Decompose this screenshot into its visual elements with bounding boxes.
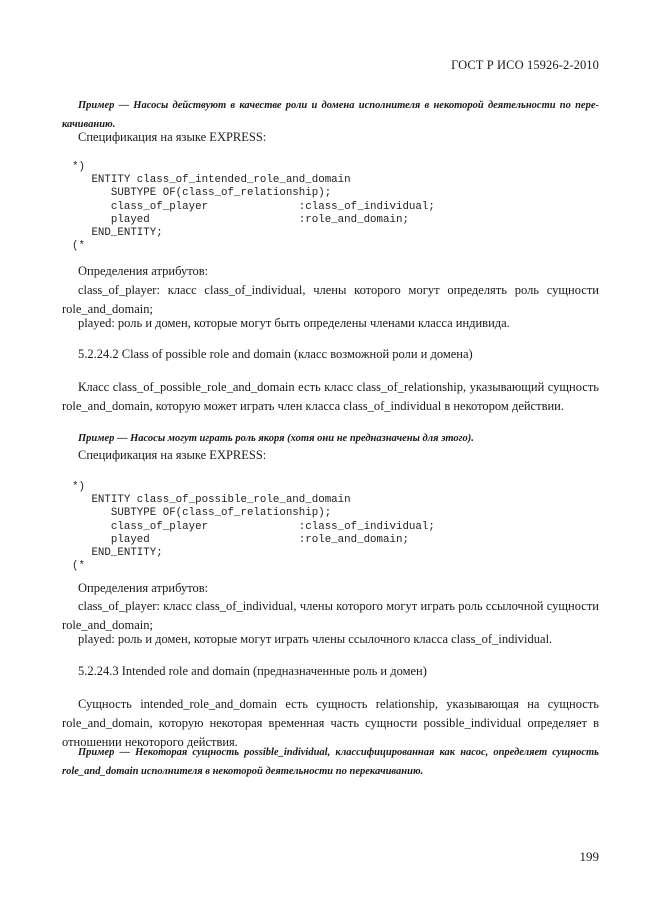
spec-label: Спецификация на языке EXPRESS: [78, 130, 267, 144]
express-code-block: *) ENTITY class_of_intended_role_and_domain SUBTYPE OF(class_of_relationship); class_of_player :class_of_individual; played :role_and_domain; END_ENTITY; (* [72, 161, 435, 253]
page-number: 199 [579, 849, 599, 864]
section-text: Класс class_of_possible_role_and_domain есть класс class_of_relationship, указывающий сущность role_and_domain, которую может играть член класса class_of_individual в некотором действии. [62, 380, 599, 413]
section-heading: 5.2.24.3 Intended role and domain (предназначенные роль и домен) [78, 664, 427, 678]
attr-class-of-player: class_of_player: класс class_of_individual, члены которого могут играть роль ссылочной сущности role_and_domain; [62, 599, 599, 632]
spec-label: Спецификация на языке EXPRESS: [78, 448, 267, 462]
example-pumps-role: Пример — Насосы действуют в качестве роли и домена исполнителя в некоторой деятельности по пере-качиванию. [62, 100, 599, 130]
example-anchor: Пример — Насосы могут играть роль якоря (хотя они не предназначены для этого). [78, 433, 474, 444]
document-header: ГОСТ Р ИСО 15926-2-2010 [451, 58, 599, 72]
express-code-block: *) ENTITY class_of_possible_role_and_domain SUBTYPE OF(class_of_relationship); class_of_player :class_of_individual; played :role_and_domain; END_ENTITY; (* [72, 481, 435, 573]
attr-heading: Определения атрибутов: [78, 264, 209, 278]
section-text: Сущность intended_role_and_domain есть сущность relationship, указывающая на сущность role_and_domain, которую некоторая временная часть сущности possible_individual определяет в отношении некоторого действия. [62, 697, 599, 749]
example-pump-individual: Пример — Некоторая сущность possible_individual, классифицированная как насос, определяет сущность role_and_domain исполнителя в некоторой деятельности по перекачиванию. [62, 747, 599, 777]
attr-played: played: роль и домен, которые могут играть члены ссылочного класса class_of_individual. [78, 632, 553, 646]
attr-class-of-player: class_of_player: класс class_of_individual, члены которого могут определять роль сущности role_and_domain; [62, 283, 599, 316]
attr-heading: Определения атрибутов: [78, 581, 209, 595]
section-heading: 5.2.24.2 Class of possible role and domain (класс возможной роли и домена) [78, 347, 473, 361]
attr-played: played: роль и домен, которые могут быть определены членами класса индивида. [78, 316, 510, 330]
